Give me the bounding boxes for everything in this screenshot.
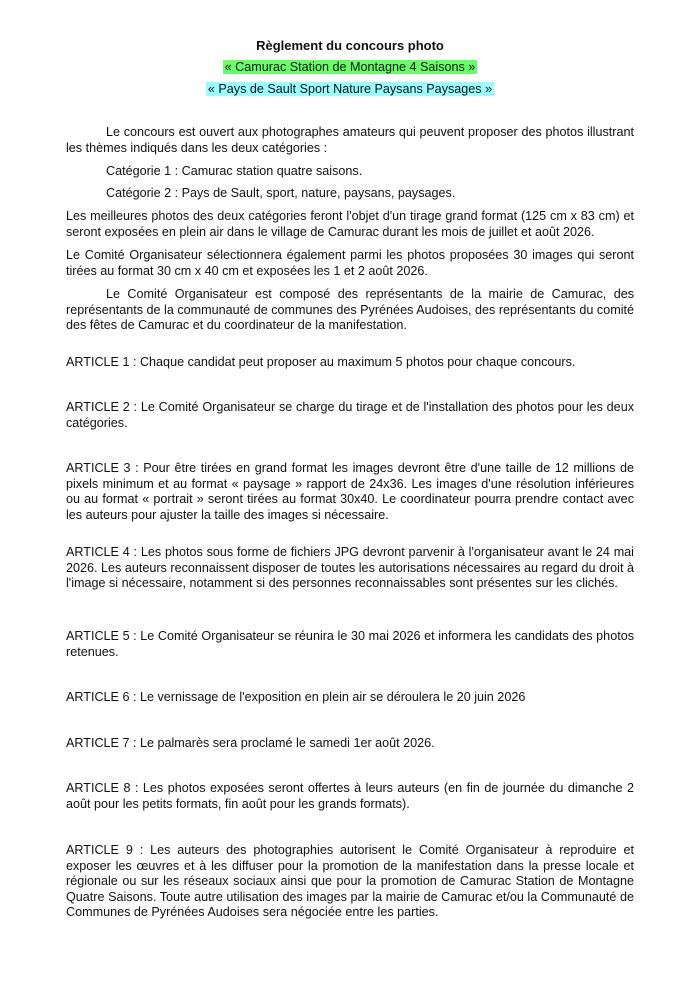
category-2: Catégorie 2 : Pays de Sault, sport, nature, paysans, paysages. xyxy=(106,186,456,200)
article-8: ARTICLE 8 : Les photos exposées seront offertes à leurs auteurs (en fin de journée du dimanche 2 août pour les petits formats, fin août pour les grands formats). xyxy=(66,781,634,811)
article-6: ARTICLE 6 : Le vernissage de l'exposition en plein air se déroulera le 20 juin 2026 xyxy=(66,690,526,704)
article-7: ARTICLE 7 : Le palmarès sera proclamé le samedi 1er août 2026. xyxy=(66,736,435,750)
article-4: ARTICLE 4 : Les photos sous forme de fichiers JPG devront parvenir à l'organisateur avant le 24 mai 2026. Les auteurs reconnaissent disposer de toutes les autorisations nécessaires au regard du droit à l'image si nécessaire, notamment si des personnes reconnaissables sont présentes sur les clichés. xyxy=(66,545,634,591)
article-5: ARTICLE 5 : Le Comité Organisateur se réunira le 30 mai 2026 et informera les candidats des photos retenues. xyxy=(66,629,634,659)
article-1: ARTICLE 1 : Chaque candidat peut proposer au maximum 5 photos pour chaque concours. xyxy=(66,355,576,369)
document-title: Règlement du concours photo xyxy=(256,38,444,53)
article-2: ARTICLE 2 : Le Comité Organisateur se charge du tirage et de l'installation des photos pour les deux catégories. xyxy=(66,400,634,430)
selection-paragraph: Le Comité Organisateur sélectionnera également parmi les photos proposées 30 images qui seront tirées au format 30 cm x 40 cm et exposées les 1 et 2 août 2026. xyxy=(66,248,634,278)
category-1: Catégorie 1 : Camurac station quatre saisons. xyxy=(106,164,363,178)
intro-paragraph: Le concours est ouvert aux photographes amateurs qui peuvent proposer des photos illustrant les thèmes indiqués dans les deux catégories : xyxy=(66,125,634,155)
large-format-paragraph: Les meilleures photos des deux catégories feront l'objet d'un tirage grand format (125 cm x 83 cm) et seront exposées en plein air dans le village de Camurac durant les mois de juillet et août 2026. xyxy=(66,209,634,239)
article-9: ARTICLE 9 : Les auteurs des photographies autorisent le Comité Organisateur à reproduire et exposer les œuvres et à les diffuser pour la promotion de la manifestation dans la presse locale et régionale ou sur les réseaux sociaux ainsi que pour la promotion de Camurac Station de Montagne Quatre Saisons. Toute autre utilisation des images par la mairie de Camurac et/ou la Communauté de Communes de Pyrénées Audoises sera négociée entre les parties. xyxy=(66,843,634,920)
subtitle-camurac xyxy=(66,60,634,76)
article-3: ARTICLE 3 : Pour être tirées en grand format les images devront être d'une taille de 12 millions de pixels minimum et au format « paysage » rapport de 24x36. Les images d'une résolution inférieures ou au format « portrait » seront tirées au format 30x40. Le coordinateur pourra prendre contact avec les auteurs pour ajuster la taille des images si nécessaire. xyxy=(66,461,634,522)
committee-paragraph: Le Comité Organisateur est composé des représentants de la mairie de Camurac, des représentants de la communauté de communes des Pyrénées Audoises, des représentants du comité des fêtes de Camurac et du coordinateur de la manifestation. xyxy=(66,287,634,333)
subtitle-camurac-text: « Camurac Station de Montagne 4 Saisons » xyxy=(224,60,476,74)
subtitle-pays-de-sault-text: « Pays de Sault Sport Nature Paysans Paysages » xyxy=(207,82,493,96)
subtitle-pays-de-sault xyxy=(66,82,634,98)
